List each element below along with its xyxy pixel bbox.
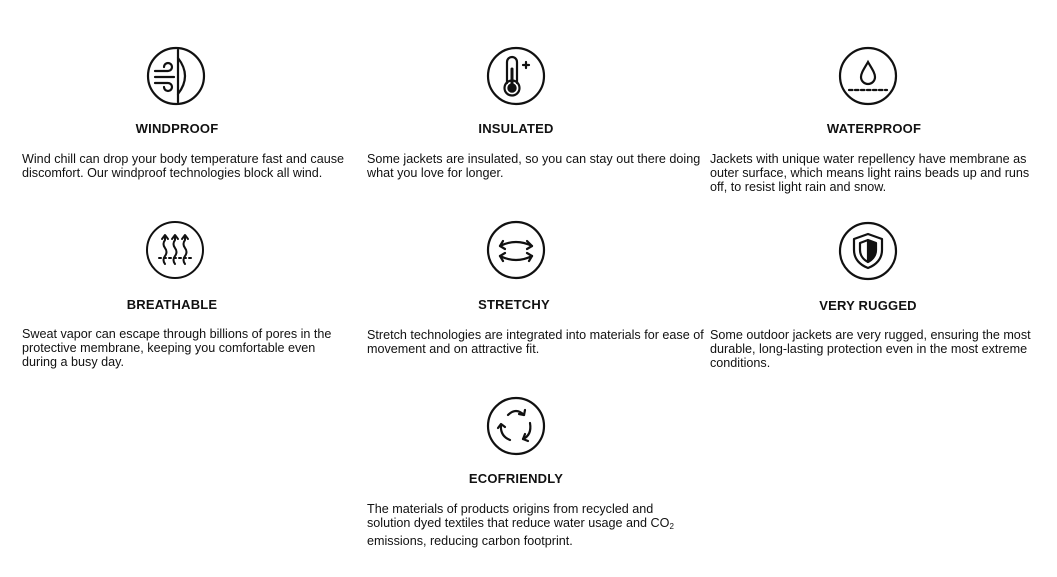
- feature-description: [367, 502, 687, 548]
- description-text: emissions, reducing carbon footprint.: [367, 534, 573, 548]
- feature-title: WATERPROOF: [826, 121, 922, 136]
- feature-title: BREATHABLE: [126, 297, 218, 312]
- stretch-arrows-icon: [486, 220, 546, 280]
- feature-description: Stretch technologies are integrated into materials for ease of movement and on attractive fit.: [367, 328, 704, 356]
- feature-description: Jackets with unique water repellency have membrane as outer surface, which means light rains beads up and runs off, to resist light rain and snow.: [710, 152, 1030, 194]
- water-drop-icon: [838, 46, 898, 106]
- feature-title: ECOFRIENDLY: [468, 471, 564, 486]
- wind-icon: [146, 46, 206, 106]
- vapor-arrows-icon: [145, 220, 205, 280]
- feature-title: VERY RUGGED: [819, 298, 917, 313]
- shield-icon: [838, 221, 898, 281]
- feature-title: STRETCHY: [478, 297, 550, 312]
- feature-title: WINDPROOF: [135, 121, 219, 136]
- thermometer-icon: [486, 46, 546, 106]
- recycle-icon: [486, 396, 546, 456]
- feature-description: Some jackets are insulated, so you can stay out there doing what you love for longer.: [367, 152, 701, 180]
- description-text: The materials of products origins from recycled and solution dyed textiles that reduce water usage and CO: [367, 502, 670, 530]
- subscript-2: 2: [669, 522, 674, 531]
- feature-title: INSULATED: [478, 121, 554, 136]
- feature-description: Some outdoor jackets are very rugged, ensuring the most durable, long-lasting protection even in the most extreme conditions.: [710, 328, 1031, 370]
- feature-description: Sweat vapor can escape through billions of pores in the protective membrane, keeping you comfortable even during a busy day.: [22, 327, 332, 369]
- feature-description: Wind chill can drop your body temperature fast and cause discomfort. Our windproof technologies block all wind.: [22, 152, 345, 180]
